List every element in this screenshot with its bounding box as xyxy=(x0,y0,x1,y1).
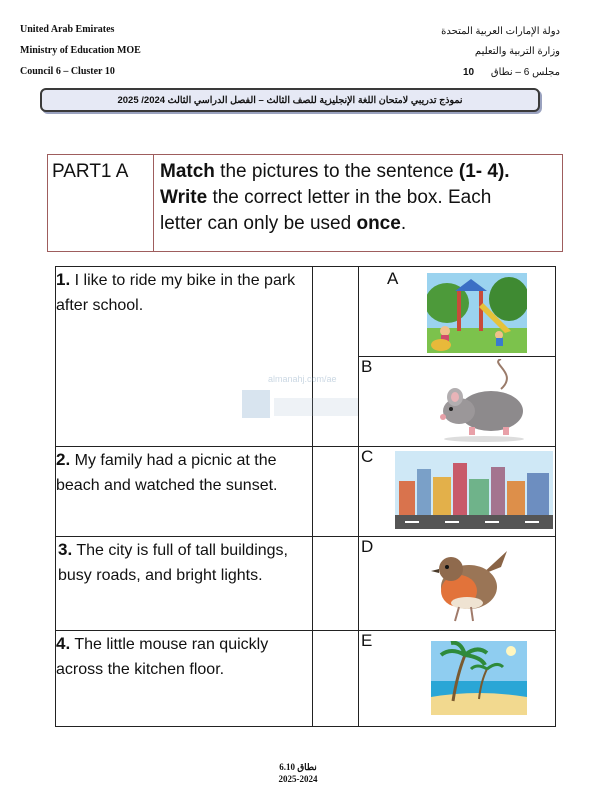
letter-label: B xyxy=(361,357,373,376)
answer-box-2[interactable] xyxy=(313,447,359,537)
footer-year: 2025-2024 xyxy=(278,774,318,784)
part-label: PART1 A xyxy=(48,155,154,251)
instr-period: . xyxy=(400,213,407,234)
header-council: Council 6 – Cluster 10 xyxy=(20,66,115,77)
picture-cell-e xyxy=(359,631,556,727)
watermark-logo-icon xyxy=(240,384,360,424)
sentence-text: The little mouse ran quickly across the kitchen floor. xyxy=(56,636,269,678)
footer-cluster: نطاق 6.10 xyxy=(279,762,317,772)
playground-icon xyxy=(427,273,527,353)
instr-line3: letter can only be used xyxy=(160,213,357,234)
letter-label: A xyxy=(387,269,399,288)
header-country: United Arab Emirates xyxy=(20,24,115,35)
letter-label: C xyxy=(361,447,374,466)
exam-banner-text: نموذج تدريبي لامتحان اللغة الإنجليزية للصف الثالث – الفصل الدراسي الثالث 2024/ 2025 xyxy=(117,94,463,106)
letter-label: D xyxy=(361,537,374,556)
instr-range: (1- 4). xyxy=(458,161,510,182)
sentence-text: The city is full of tall buildings, busy roads, and bright lights. xyxy=(58,542,288,584)
header-ministry-ar: وزارة التربية والتعليم xyxy=(474,46,560,57)
watermark-text: almanahj.com/ae xyxy=(268,374,337,384)
instr-write: Write xyxy=(160,187,208,208)
letter-label: E xyxy=(361,631,373,650)
instr-once: once xyxy=(356,213,401,234)
beach-icon xyxy=(431,641,527,715)
instr-match: Match xyxy=(160,161,215,182)
picture-cell-b xyxy=(359,357,556,447)
instr-line2: the correct letter in the box. Each xyxy=(207,187,492,208)
exam-banner xyxy=(40,88,540,112)
picture-cell-c xyxy=(359,447,556,537)
header-country-ar: دولة الإمارات العربية المتحدة xyxy=(441,26,560,37)
instructions-text xyxy=(154,155,562,251)
sentence-text: My family had a picnic at the beach and watched the sunset. xyxy=(56,452,278,494)
instructions-box xyxy=(47,154,563,252)
matching-table xyxy=(55,266,556,727)
header-council-ar: مجلس 6 – نطاق xyxy=(490,67,560,78)
picture-cell-a xyxy=(359,267,556,357)
sentence-text: I like to ride my bike in the park after school. xyxy=(56,272,296,314)
sentence-number: 3. xyxy=(58,540,73,559)
robin-icon xyxy=(429,545,509,625)
sentence-4 xyxy=(56,631,313,727)
sentence-number: 2. xyxy=(56,450,71,469)
header-ministry: Ministry of Education MOE xyxy=(20,45,141,56)
city-icon xyxy=(395,451,553,529)
sentence-number: 4. xyxy=(56,634,71,653)
header-number: 10 xyxy=(463,67,475,78)
sentence-number: 1. xyxy=(56,270,71,289)
watermark xyxy=(240,374,360,430)
sentence-2 xyxy=(56,447,313,537)
picture-cell-d xyxy=(359,537,556,631)
answer-box-3[interactable] xyxy=(313,537,359,631)
sentence-3 xyxy=(56,537,313,631)
mouse-icon xyxy=(429,359,539,443)
answer-box-4[interactable] xyxy=(313,631,359,727)
instr-line1: the pictures to the sentence xyxy=(214,161,459,182)
